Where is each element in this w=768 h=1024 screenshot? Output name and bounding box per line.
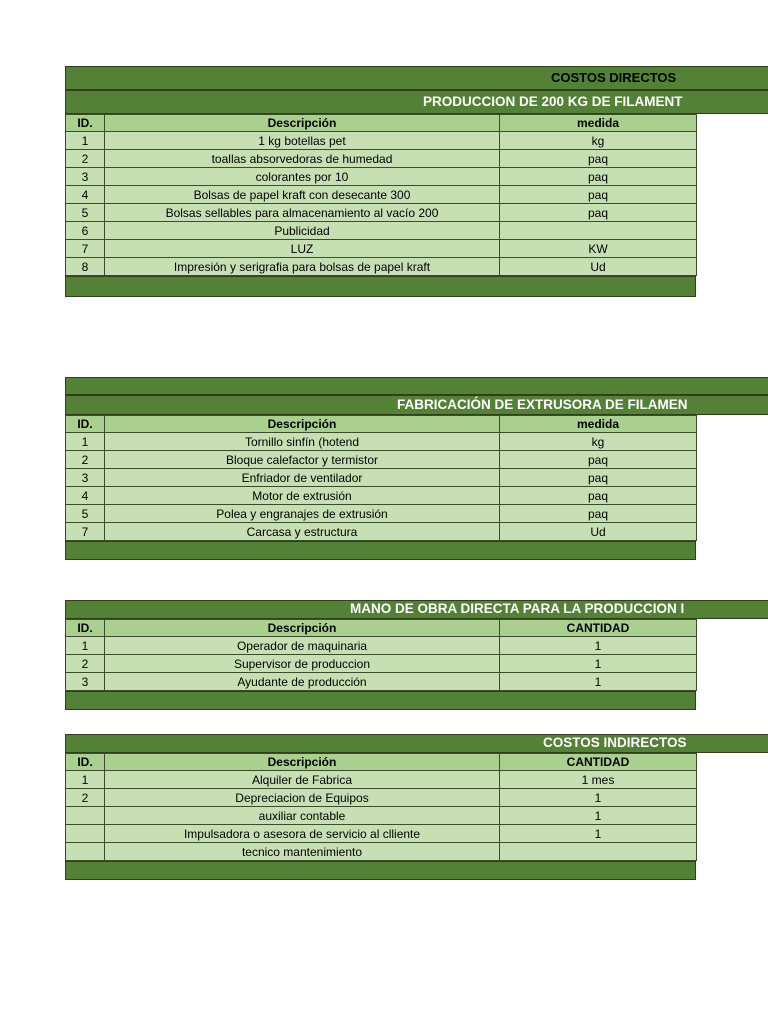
cell-id: 1 [66,771,105,789]
header-id: ID. [66,620,105,637]
cell-id: 7 [66,523,105,541]
cell-medida: paq [500,186,697,204]
table-header-row [66,416,697,433]
header-id: ID. [66,115,105,132]
cell-descripcion: LUZ [105,240,500,258]
cell-id: 8 [66,258,105,276]
cell-descripcion: Bolsas sellables para almacenamiento al vacío 200 [105,204,500,222]
table-row [66,469,697,487]
header-descripcion: Descripción [105,620,500,637]
cell-cantidad: 1 mes [500,771,697,789]
cell-id: 1 [66,433,105,451]
cell-id: 3 [66,168,105,186]
table-row [66,825,697,843]
costos-directos-table [65,114,697,276]
header-descripcion: Descripción [105,754,500,771]
cell-descripcion: Enfriador de ventilador [105,469,500,487]
cell-id: 6 [66,222,105,240]
cell-cantidad: 1 [500,789,697,807]
cell-medida: paq [500,150,697,168]
cell-descripcion: auxiliar contable [105,807,500,825]
table-row [66,637,697,655]
table-row [66,204,697,222]
header-descripcion: Descripción [105,115,500,132]
table-row [66,789,697,807]
costos-indirectos-section [65,734,768,880]
cell-medida: kg [500,433,697,451]
section-title: MANO DE OBRA DIRECTA PARA LA PRODUCCION I [350,601,685,616]
section-footer-bar [65,541,696,560]
section-subtitle: PRODUCCION DE 200 KG DE FILAMENT [423,94,683,109]
cell-descripcion: Tornillo sinfín (hotend [105,433,500,451]
header-id: ID. [66,754,105,771]
cell-cantidad: 1 [500,673,697,691]
extrusora-section [65,377,768,560]
section-footer-bar [65,276,696,297]
cell-descripcion: Alquiler de Fabrica [105,771,500,789]
table-row [66,523,697,541]
cell-id: 3 [66,673,105,691]
header-descripcion: Descripción [105,416,500,433]
cell-descripcion: Ayudante de producción [105,673,500,691]
mano-obra-section [65,600,768,710]
cell-descripcion: Bolsas de papel kraft con desecante 300 [105,186,500,204]
table-row [66,505,697,523]
table-row [66,843,697,861]
header-cantidad: CANTIDAD [500,754,697,771]
cell-descripcion: 1 kg botellas pet [105,132,500,150]
cell-id: 5 [66,204,105,222]
cell-medida: paq [500,451,697,469]
table-row [66,433,697,451]
table-row [66,807,697,825]
table-row [66,150,697,168]
cell-medida: paq [500,469,697,487]
cell-id [66,843,105,861]
table-row [66,168,697,186]
table-header-row [66,754,697,771]
cell-descripcion: Operador de maquinaria [105,637,500,655]
cell-id: 3 [66,469,105,487]
cell-medida: paq [500,487,697,505]
mano-obra-table [65,619,697,691]
cell-id: 4 [66,487,105,505]
cell-cantidad: 1 [500,637,697,655]
section-title-bar [65,600,768,619]
section-title-bar [65,734,768,753]
cell-id: 2 [66,789,105,807]
cell-medida [500,222,697,240]
cell-descripcion: colorantes por 10 [105,168,500,186]
table-row [66,186,697,204]
table-row [66,240,697,258]
header-cantidad: CANTIDAD [500,620,697,637]
table-row [66,771,697,789]
header-id: ID. [66,416,105,433]
cell-cantidad: 1 [500,655,697,673]
table-row [66,673,697,691]
costos-directos-section [65,66,768,297]
cell-id: 4 [66,186,105,204]
cell-descripcion: Carcasa y estructura [105,523,500,541]
section-subtitle: FABRICACIÓN DE EXTRUSORA DE FILAMEN [397,397,688,412]
cell-medida: KW [500,240,697,258]
section-title-bar [65,66,768,90]
table-row [66,258,697,276]
cell-medida: Ud [500,258,697,276]
cell-descripcion: Polea y engranajes de extrusión [105,505,500,523]
table-row [66,132,697,150]
table-header-row [66,620,697,637]
table-row [66,487,697,505]
section-subtitle-bar [65,395,768,415]
section-title: COSTOS INDIRECTOS [543,735,687,750]
table-row [66,451,697,469]
cell-id: 2 [66,150,105,168]
section-subtitle-bar [65,90,768,114]
cell-id: 5 [66,505,105,523]
table-row [66,655,697,673]
cell-id: 7 [66,240,105,258]
cell-id: 2 [66,451,105,469]
cell-descripcion: tecnico mantenimiento [105,843,500,861]
cell-descripcion: Bloque calefactor y termistor [105,451,500,469]
section-title-bar [65,377,768,395]
cell-medida: paq [500,204,697,222]
cell-cantidad: 1 [500,825,697,843]
cell-descripcion: toallas absorvedoras de humedad [105,150,500,168]
cell-descripcion: Publicidad [105,222,500,240]
cell-descripcion: Motor de extrusión [105,487,500,505]
cell-descripcion: Impresión y serigrafia para bolsas de papel kraft [105,258,500,276]
cell-descripcion: Depreciacion de Equipos [105,789,500,807]
costos-indirectos-table [65,753,697,861]
cell-medida: paq [500,505,697,523]
cell-id: 2 [66,655,105,673]
cell-medida: kg [500,132,697,150]
cell-id: 1 [66,637,105,655]
cell-descripcion: Impulsadora o asesora de servicio al clliente [105,825,500,843]
section-title: COSTOS DIRECTOS [551,70,677,85]
cell-id [66,825,105,843]
table-row [66,222,697,240]
cell-cantidad [500,843,697,861]
cell-medida: paq [500,168,697,186]
cell-medida: Ud [500,523,697,541]
section-footer-bar [65,691,696,710]
section-footer-bar [65,861,696,880]
header-medida: medida [500,115,697,132]
cell-id: 1 [66,132,105,150]
table-header-row [66,115,697,132]
extrusora-table [65,415,697,541]
cell-id [66,807,105,825]
cell-cantidad: 1 [500,807,697,825]
header-medida: medida [500,416,697,433]
cell-descripcion: Supervisor de produccion [105,655,500,673]
